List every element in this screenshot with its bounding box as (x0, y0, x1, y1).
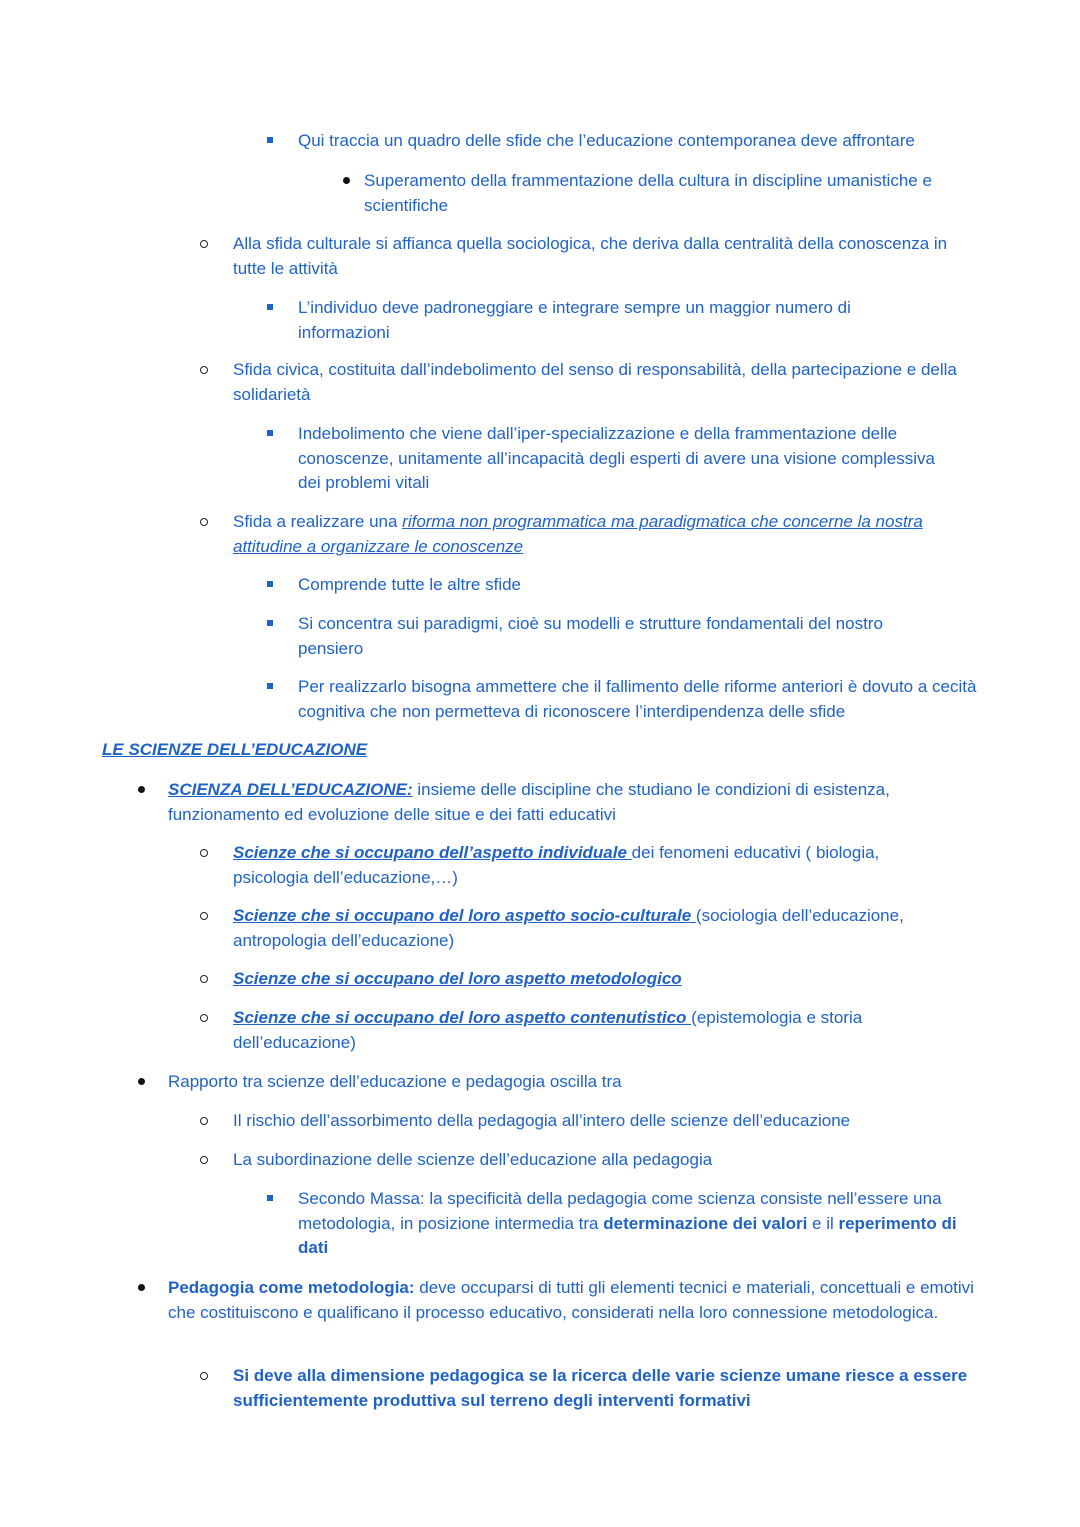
circle-bullet-icon (200, 849, 208, 857)
square-bullet-icon (267, 137, 273, 143)
circle-bullet-icon (200, 240, 208, 248)
term-link[interactable]: SCIENZA DELL’EDUCAZIONE: (168, 780, 413, 799)
bullet-dot-icon (138, 1078, 145, 1085)
term-link[interactable]: Scienze che si occupano del loro aspetto contenutistico (233, 1008, 692, 1027)
circle-bullet-icon (200, 975, 208, 983)
square-bullet-icon (267, 581, 273, 587)
bullet-dot-icon (138, 1284, 145, 1291)
circle-bullet-icon (200, 1117, 208, 1125)
circle-bullet-icon (200, 1014, 208, 1022)
circle-bullet-icon (200, 912, 208, 920)
circle-bullet-icon (200, 366, 208, 374)
section-heading: LE SCIENZE DELL’EDUCAZIONE (102, 740, 368, 759)
reform-link[interactable]: riforma non programmatica ma paradigmatica che concerne la nostra attitudine a organizzare le conoscenze (233, 512, 923, 556)
term-link[interactable]: Scienze che si occupano del loro aspetto metodologico (233, 969, 682, 988)
square-bullet-icon (267, 683, 273, 689)
term-link[interactable]: Scienze che si occupano dell’aspetto individuale (233, 843, 632, 862)
term-link[interactable]: Scienze che si occupano del loro aspetto socio-culturale (233, 906, 696, 925)
circle-bullet-icon (200, 518, 208, 526)
square-bullet-icon (267, 430, 273, 436)
bullet-dot-icon (343, 177, 350, 184)
circle-bullet-icon (200, 1372, 208, 1380)
square-bullet-icon (267, 304, 273, 310)
square-bullet-icon (267, 1195, 273, 1201)
circle-bullet-icon (200, 1156, 208, 1164)
bullet-dot-icon (138, 786, 145, 793)
square-bullet-icon (267, 620, 273, 626)
